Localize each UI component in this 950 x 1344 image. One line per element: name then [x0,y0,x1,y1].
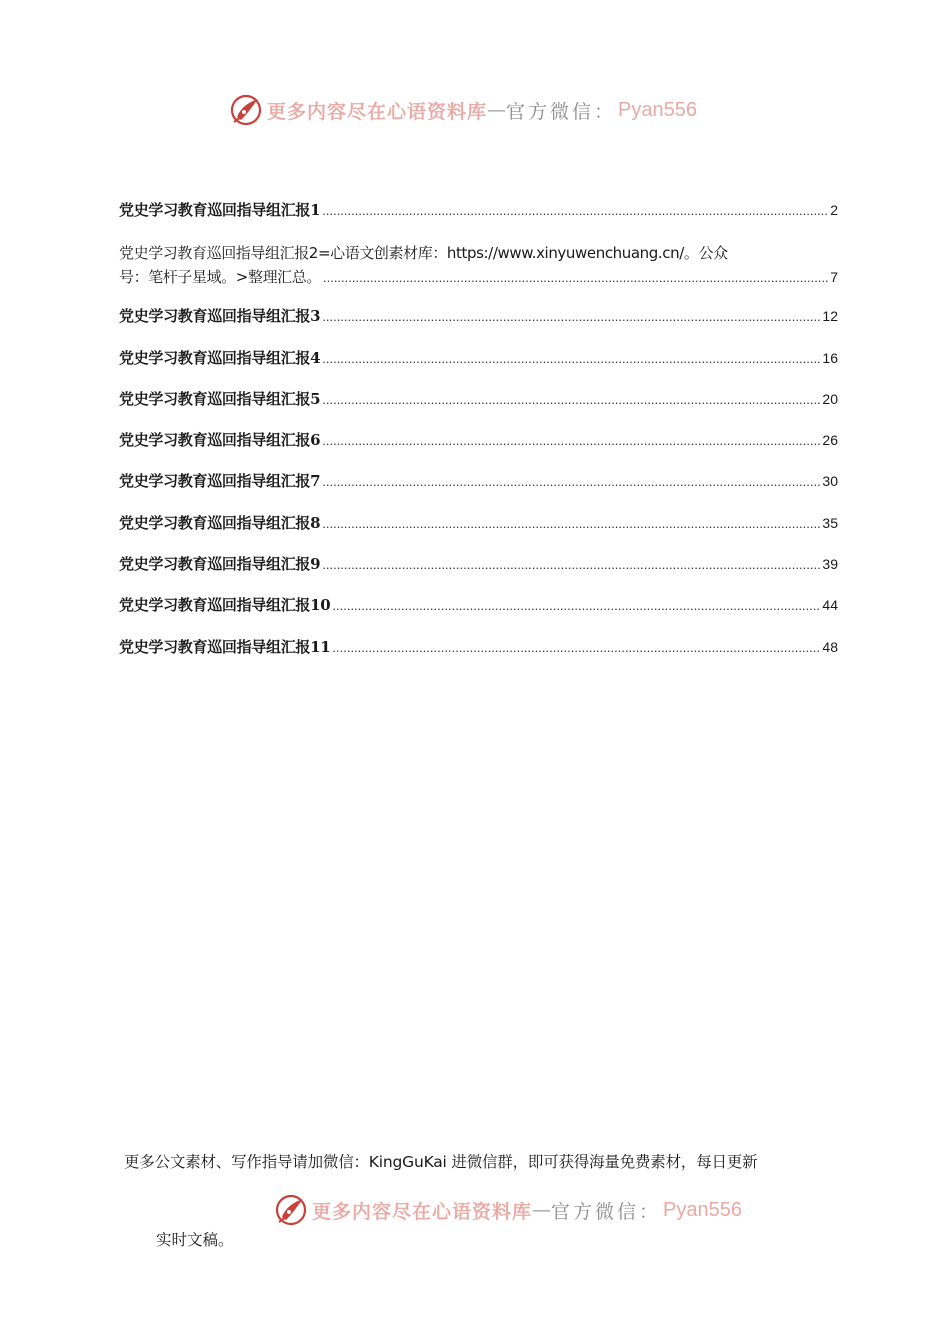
toc-entry-label-line2: 号：笔杆子星域。>整理汇总。 [119,268,321,287]
toc-entry-label: 党史学习教育巡回指导组汇报3 [119,307,321,326]
footer-banner [274,1190,742,1230]
toc-leader-dots [323,266,828,290]
toc-leader-dots [322,349,820,369]
banner-dash: — [532,1199,552,1221]
toc-entry[interactable] [119,595,838,636]
toc-entry-label: 党史学习教育巡回指导组汇报7 [119,472,321,491]
toc-entry-label: 党史学习教育巡回指导组汇报6 [119,431,321,450]
toc-leader-dots [322,201,828,221]
toc-leader-dots [322,390,820,410]
toc-entry-page: 44 [822,597,838,614]
banner-dash: — [487,99,507,121]
footer-promo-line2: 实时文稿。 [156,1231,234,1249]
toc-entry-page: 2 [830,202,838,218]
pen-nib-logo-icon [229,93,263,127]
table-of-contents [119,200,838,678]
toc-entry-page: 39 [822,556,838,573]
header-banner [229,90,697,130]
toc-entry[interactable] [119,430,838,471]
toc-entry-label: 党史学习教育巡回指导组汇报5 [119,389,321,408]
toc-entry-label: 党史学习教育巡回指导组汇报4 [119,348,321,367]
toc-entry-label-line1: 党史学习教育巡回指导组汇报2=心语文创素材库：https://www.xinyuwenchuang.cn/。公众 [119,244,728,263]
toc-entry-page: 16 [822,349,838,366]
toc-entry-page: 35 [822,514,838,531]
toc-leader-dots [322,555,820,575]
toc-leader-dots [332,638,820,658]
banner-wechat-id: Pyan556 [618,98,697,121]
toc-entry[interactable] [119,389,838,430]
toc-entry[interactable] [119,471,838,512]
toc-entry[interactable] [119,513,838,554]
toc-entry-label: 党史学习教育巡回指导组汇报9 [119,555,321,574]
banner-site-name: 更多内容尽在心语资料库 [312,1200,533,1223]
toc-entry-label: 党史学习教育巡回指导组汇报10 [119,596,331,615]
banner-site-name: 更多内容尽在心语资料库 [267,100,488,123]
banner-wechat-label: 官方微信： [506,100,617,123]
toc-leader-dots [322,514,820,534]
toc-entry[interactable] [119,306,838,347]
footer-promo-line1: 更多公文素材、写作指导请加微信：KingGuKai 进微信群，即可获得海量免费素材，每日更新 [124,1153,758,1171]
toc-entry-page: 12 [822,308,838,325]
toc-entry-page: 20 [822,390,838,407]
toc-leader-dots [322,472,820,492]
toc-entry-label: 党史学习教育巡回指导组汇报11 [119,637,331,656]
toc-entry[interactable] [119,554,838,595]
banner-wechat-label: 官方微信： [551,1200,662,1223]
toc-entry-page: 26 [822,432,838,449]
toc-entry-label: 党史学习教育巡回指导组汇报1 [119,201,321,219]
toc-entry[interactable] [119,637,838,678]
toc-entry-page: 30 [822,473,838,490]
toc-leader-dots [332,596,820,616]
toc-leader-dots [322,307,820,327]
pen-nib-logo-icon [274,1193,308,1227]
banner-wechat-id: Pyan556 [663,1198,742,1221]
toc-entry-page: 48 [822,638,838,655]
toc-entry-label: 党史学习教育巡回指导组汇报8 [119,513,321,532]
toc-entry[interactable] [119,348,838,389]
toc-entry-page: 7 [830,269,838,286]
toc-leader-dots [322,431,820,451]
